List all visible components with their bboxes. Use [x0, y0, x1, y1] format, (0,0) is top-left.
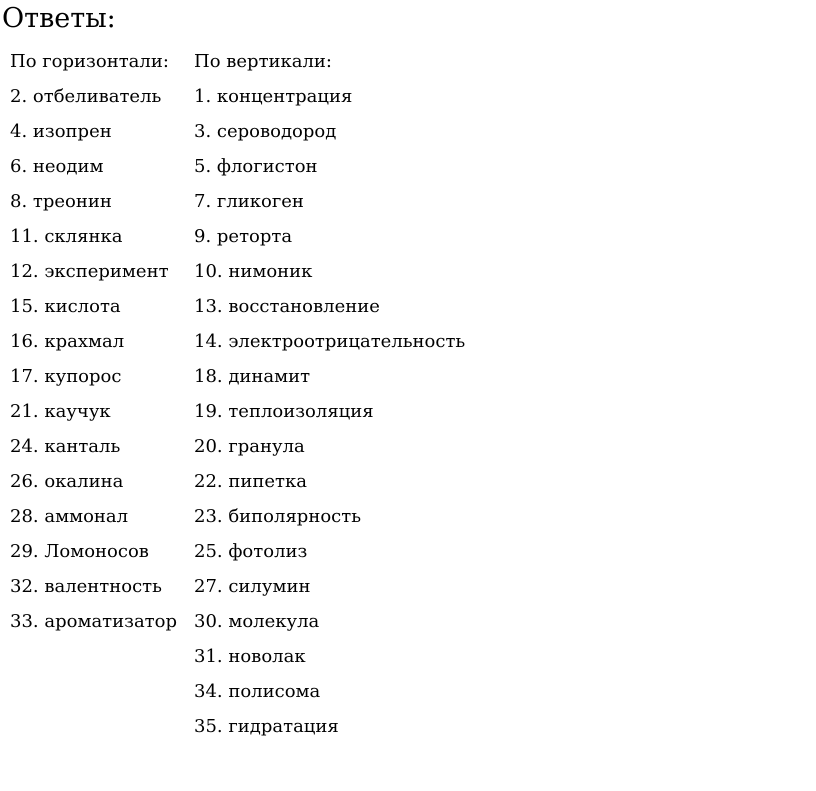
vertical-header: По вертикали:	[194, 51, 332, 72]
answer-item: 34. полисома	[194, 681, 321, 702]
answer-item: 35. гидратация	[194, 716, 339, 737]
answer-item: 19. теплоизоляция	[194, 401, 374, 422]
answer-item: 26. окалина	[10, 471, 124, 492]
answer-item: 25. фотолиз	[194, 541, 308, 562]
answer-item: 27. силумин	[194, 576, 311, 597]
answer-item: 28. аммонал	[10, 506, 129, 527]
answer-item: 11. склянка	[10, 226, 123, 247]
answer-item: 13. восстановление	[194, 296, 380, 317]
answer-item: 9. реторта	[194, 226, 293, 247]
answer-item: 3. сероводород	[194, 121, 337, 142]
answer-item: 31. новолак	[194, 646, 306, 667]
answer-item: 21. каучук	[10, 401, 111, 422]
answer-item: 8. треонин	[10, 191, 112, 212]
answer-item: 12. эксперимент	[10, 261, 169, 282]
answer-item: 33. ароматизатор	[10, 611, 177, 632]
answer-item: 1. концентрация	[194, 86, 353, 107]
answer-item: 4. изопрен	[10, 121, 112, 142]
horizontal-answers-column	[10, 44, 177, 639]
answer-item: 24. канталь	[10, 436, 121, 457]
vertical-answer-list	[194, 79, 465, 744]
answer-item: 10. нимоник	[194, 261, 313, 282]
answer-item: 16. крахмал	[10, 331, 125, 352]
answer-item: 32. валентность	[10, 576, 162, 597]
answer-item: 29. Ломоносов	[10, 541, 149, 562]
answer-item: 6. неодим	[10, 156, 104, 177]
answer-item: 20. гранула	[194, 436, 305, 457]
answer-item: 23. биполярность	[194, 506, 362, 527]
answer-item: 17. купорос	[10, 366, 122, 387]
answer-item: 7. гликоген	[194, 191, 304, 212]
horizontal-header: По горизонтали:	[10, 51, 169, 72]
answer-item: 22. пипетка	[194, 471, 307, 492]
answer-item: 2. отбеливатель	[10, 86, 162, 107]
answer-item: 5. флогистон	[194, 156, 318, 177]
answer-item: 14. электроотрицательность	[194, 331, 466, 352]
page-title: Ответы:	[2, 3, 116, 34]
vertical-answers-column	[194, 44, 465, 744]
answer-item: 18. динамит	[194, 366, 311, 387]
horizontal-answer-list	[10, 79, 177, 639]
answer-item: 15. кислота	[10, 296, 121, 317]
answer-item: 30. молекула	[194, 611, 320, 632]
